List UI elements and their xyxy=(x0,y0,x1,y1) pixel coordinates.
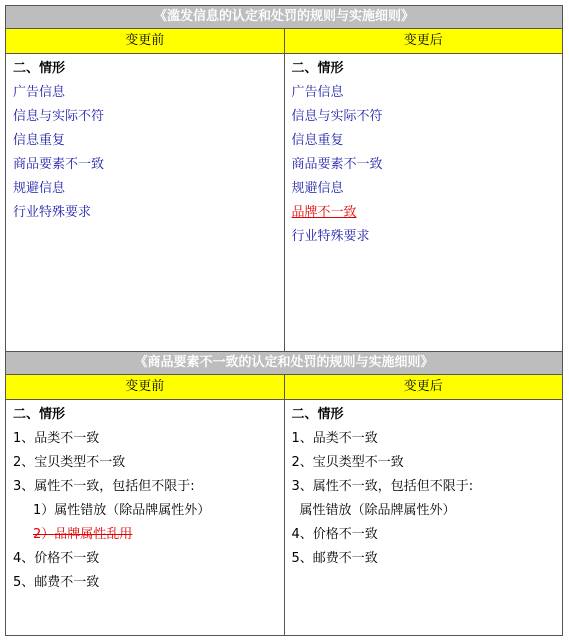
section1-body xyxy=(6,54,562,351)
list-item: 5、邮费不一致 xyxy=(13,575,100,590)
list-item: 2、宝贝类型不一致 xyxy=(13,455,126,470)
list-item: 广告信息 xyxy=(13,85,66,100)
section1-after-heading: 二、情形 xyxy=(291,61,344,76)
list-item: 1、品类不一致 xyxy=(13,431,100,446)
section2-header-before: 变更前 xyxy=(6,375,285,399)
list-item: 1、品类不一致 xyxy=(291,431,378,446)
list-item: 信息与实际不符 xyxy=(13,109,105,124)
list-item: 信息重复 xyxy=(13,133,66,148)
list-item: 规避信息 xyxy=(13,181,66,196)
section2-header-row xyxy=(6,375,562,400)
list-item: 信息与实际不符 xyxy=(291,109,383,124)
section1-before-column xyxy=(6,54,285,351)
list-item: 行业特殊要求 xyxy=(291,229,370,244)
section2-before-column xyxy=(6,400,285,635)
section2-body xyxy=(6,400,562,635)
list-item: 商品要素不一致 xyxy=(13,157,105,172)
list-item: 3、属性不一致，包括但不限于: xyxy=(13,479,195,494)
list-item: 规避信息 xyxy=(291,181,344,196)
removed-item-brand-misuse: 2）品牌属性乱用 xyxy=(33,527,133,542)
section1-after-column xyxy=(285,54,563,351)
added-item-brand-mismatch: 品牌不一致 xyxy=(291,205,357,220)
section2-title: 《商品要素不一致的认定和处罚的规则与实施细则》 xyxy=(6,351,562,375)
section2-after-column xyxy=(285,400,563,635)
section2-before-heading: 二、情形 xyxy=(13,407,66,422)
list-item: 属性错放（除品牌属性外） xyxy=(299,503,456,518)
section1-header-row xyxy=(6,29,562,54)
list-item: 4、价格不一致 xyxy=(13,551,100,566)
list-item: 信息重复 xyxy=(291,133,344,148)
list-item: 1）属性错放（除品牌属性外） xyxy=(33,503,211,518)
list-item: 商品要素不一致 xyxy=(291,157,383,172)
section1-header-before: 变更前 xyxy=(6,29,285,53)
section1-before-heading: 二、情形 xyxy=(13,61,66,76)
rules-comparison-table xyxy=(5,5,563,636)
list-item: 行业特殊要求 xyxy=(13,205,92,220)
section2-header-after: 变更后 xyxy=(403,379,443,394)
list-item: 3、属性不一致，包括但不限于: xyxy=(291,479,474,494)
list-item: 5、邮费不一致 xyxy=(291,551,378,566)
list-item: 4、价格不一致 xyxy=(291,527,378,542)
list-item: 2、宝贝类型不一致 xyxy=(291,455,404,470)
section1-title: 《滥发信息的认定和处罚的规则与实施细则》 xyxy=(6,6,562,29)
section2-after-heading: 二、情形 xyxy=(291,407,344,422)
section1-header-after: 变更后 xyxy=(403,33,443,48)
list-item: 广告信息 xyxy=(291,85,344,100)
